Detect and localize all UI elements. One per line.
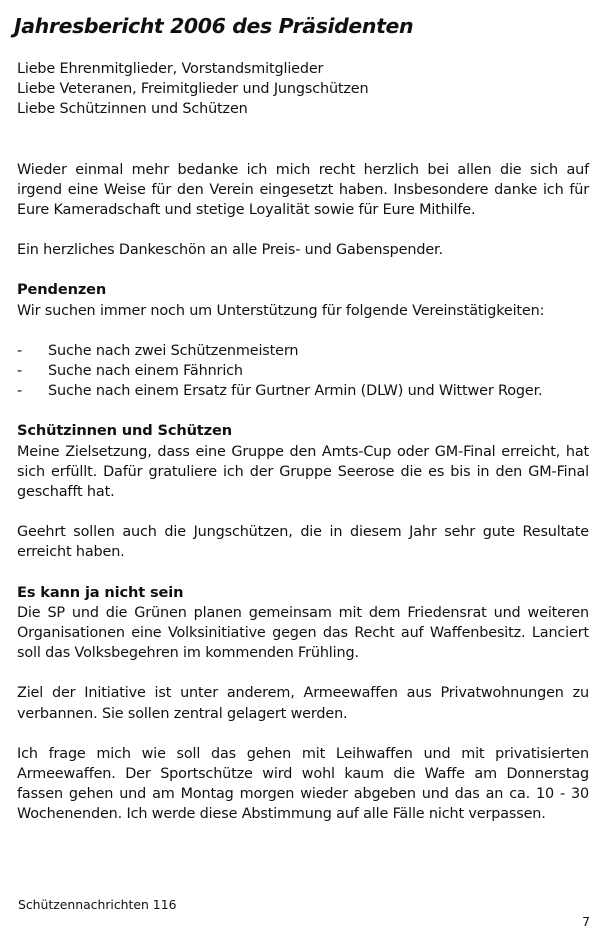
list-item-text: Suche nach zwei Schützenmeistern [48, 342, 299, 359]
thanks-paragraph: Wieder einmal mehr bedanke ich mich recht herzlich bei allen die sich auf irgend eine Weise für den Verein eingesetzt haben. Insbesondere danke ich für Eure Kameradschaft und stetige Loyalität sowie für Eure Mithilfe. [17, 161, 589, 219]
pendenzen-text: Wir suchen immer noch um Unterstützung für folgende Vereinstätigkeiten: [17, 302, 545, 319]
publication-name: Schützennachrichten 116 [18, 897, 177, 912]
jungschuetzen-paragraph: Geehrt sollen auch die Jungschützen, die in diesem Jahr sehr gute Resultate erreicht haben. [17, 524, 589, 561]
section-heading-schuetzen: Schützinnen und Schützen [17, 422, 232, 440]
list-item-text: Suche nach einem Fähnrich [48, 363, 243, 380]
opinion-paragraph: Ich frage mich wie soll das gehen mit Leihwaffen und mit privatisierten Armeewaffen. Der Sportschütze wird wohl kaum die Waffe am Donnerstag fassen gehen und am Montag morgen wieder abgeben und das an ca. 10 - 30 Wochenenden. Ich werde diese Abstimmung auf alle Fälle nicht verpassen. [17, 745, 589, 823]
section-heading-pendenzen: Pendenzen [17, 281, 107, 299]
list-item [17, 381, 589, 401]
sponsors-paragraph: Ein herzliches Dankeschön an alle Preis- und Gabenspender. [17, 242, 443, 259]
dash-bullet: - [17, 363, 23, 380]
list-item [17, 361, 589, 381]
list-item [17, 341, 589, 361]
salutation [17, 59, 589, 120]
salutation-line: Liebe Schützinnen und Schützen [17, 101, 248, 118]
salutation-line: Liebe Veteranen, Freimitglieder und Jungschützen [17, 81, 369, 98]
dash-bullet: - [17, 342, 23, 359]
pendenzen-list [17, 341, 589, 402]
salutation-line: Liebe Ehrenmitglieder, Vorstandsmitglieder [17, 61, 324, 77]
dash-bullet: - [17, 383, 23, 400]
page-number: 7 [582, 914, 590, 929]
initiative-goal-paragraph: Ziel der Initiative ist unter anderem, Armeewaffen aus Privatwohnungen zu verbannen. Sie sollen zentral gelagert werden. [17, 685, 589, 722]
report-body [17, 59, 589, 825]
list-item-text: Suche nach einem Ersatz für Gurtner Armin (DLW) und Wittwer Roger. [48, 383, 543, 400]
initiative-paragraph: Die SP und die Grünen planen gemeinsam mit dem Friedensrat und weiteren Organisationen eine Volksinitiative gegen das Recht auf Waffenbesitz. Lanciert soll das Volksbegehren im kommenden Frühling. [17, 604, 589, 662]
schuetzen-paragraph: Meine Zielsetzung, dass eine Gruppe den Amts-Cup oder GM-Final erreicht, hat sich erfüllt. Dafür gratuliere ich der Gruppe Seerose die es bis in den GM-Final geschafft hat. [17, 443, 589, 501]
page-title: Jahresbericht 2006 des Präsidenten [14, 14, 414, 38]
section-heading-nicht-sein: Es kann ja nicht sein [17, 583, 184, 601]
